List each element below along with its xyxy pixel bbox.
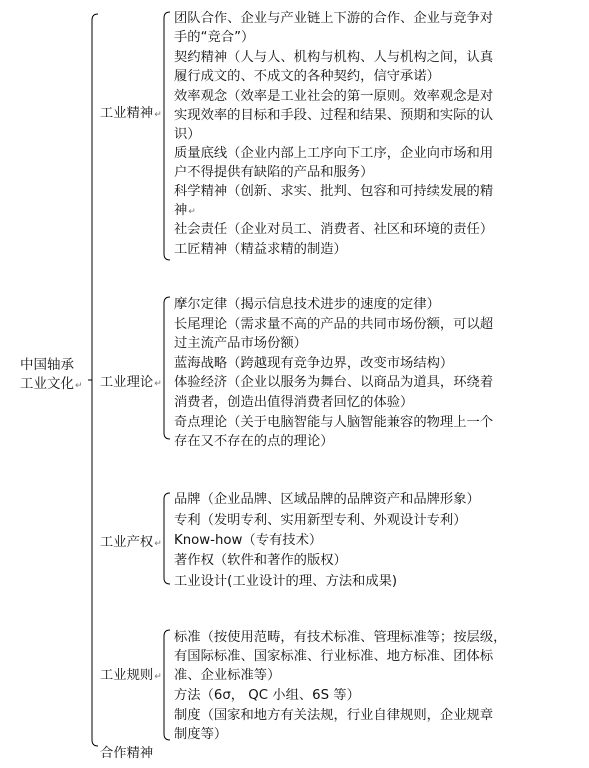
branch-label-industrial-property: 工业产权↵ <box>100 535 162 550</box>
branch-3-item: 专利（发明专利、实用新型专利、外观设计专利） <box>174 513 467 528</box>
branch-2-item: 消费者，创造出值得消费者回忆的体验） <box>174 395 414 410</box>
root-label-line-1: 中国轴承 <box>20 357 74 373</box>
branch-2-item: 蓝海战略（跨越现有竞争边界，改变市场结构） <box>174 356 454 371</box>
branch-4-item: 标准（按使用范畴，有技术标准、管理标准等；按层级， <box>174 630 507 645</box>
branch-3-item: 品牌（企业品牌、区域品牌的品牌资产和品牌形象） <box>174 492 480 507</box>
branch-2-item: 摩尔定律（揭示信息技术进步的速度的定律） <box>174 297 440 312</box>
branch-1-item: 户不得提供有缺陷的产品和服务） <box>174 165 374 180</box>
branch-2-item: 奇点理论（关于电脑智能与人脑智能兼容的物理上一个 <box>174 415 494 430</box>
branch-1-item: 团队合作、企业与产业链上下游的合作、企业与竞争对 <box>174 11 494 26</box>
branch-2-item: 长尾理论（需求量不高的产品的共同市场份额，可以超 <box>174 317 494 332</box>
branch-label-industrial-spirit: 工业精神↵ <box>100 106 162 121</box>
branch-1-item: 神↵ <box>174 203 196 218</box>
branch-4-item: 制度（国家和地方有关法规，行业自律规则，企业规章 <box>174 708 494 723</box>
branch-4-item: 制度等） <box>174 727 228 742</box>
branch-1-item: 质量底线（企业内部上工序向下工序，企业向市场和用 <box>174 146 494 161</box>
branch-1-item: 契约精神（人与人、机构与机构、人与机构之间，认真 <box>174 50 494 65</box>
branch-bracket-4 <box>164 630 170 740</box>
root-node <box>20 356 83 396</box>
branch-3-item: 工业设计(工业设计的理、方法和成果) <box>174 574 398 589</box>
paragraph-mark-icon: ↵ <box>188 207 196 217</box>
root-label-line-2: 工业文化↵ <box>20 376 83 392</box>
branch-3-item: Know-how（专有技术） <box>174 533 323 548</box>
branch-1-item: 科学精神（创新、求实、批判、包容和可持续发展的精 <box>174 184 494 199</box>
branch-1-item: 手的“竞合”） <box>174 30 255 45</box>
branch-label-industrial-theory: 工业理论↵ <box>100 375 162 390</box>
branch-1-item: 实现效率的目标和手段、过程和结果、预期和实际的认 <box>174 108 494 123</box>
branch-4-item: 有国际标准、国家标准、行业标准、地方标准、团体标 <box>174 649 494 664</box>
paragraph-mark-icon: ↵ <box>154 539 162 549</box>
branch-2-item: 存在又不存在的点的理论） <box>174 434 334 449</box>
branch-2-item: 过主流产品市场份额） <box>174 336 307 351</box>
branch-1-item: 识） <box>174 127 201 142</box>
branch-3-item: 著作权（软件和著作的版权） <box>174 553 347 568</box>
branch-bracket-1 <box>164 12 170 260</box>
paragraph-mark-icon: ↵ <box>154 379 162 389</box>
branch-label-industrial-rules: 工业规则↵ <box>100 668 162 683</box>
root-bracket <box>92 14 98 746</box>
branch-bracket-3 <box>164 493 170 584</box>
branch-1-item: 社会责任（企业对员工、消费者、社区和环境的责任） <box>174 222 494 237</box>
branch-1-item: 效率观念（效率是工业社会的第一原则。效率观念是对 <box>174 89 494 104</box>
paragraph-mark-icon: ↵ <box>154 672 162 682</box>
branch-1-item: 履行成文的、不成文的各种契约，信守承诺） <box>174 69 440 84</box>
branch-1-item: 工匠精神（精益求精的制造） <box>174 242 347 257</box>
branch-label-cooperation-spirit: 合作精神 <box>100 746 154 761</box>
paragraph-mark-icon: ↵ <box>75 381 83 391</box>
branch-4-item: 方法（6σ， QC 小组、6S 等） <box>174 688 360 703</box>
branch-4-item: 准、企业标准等） <box>174 668 281 683</box>
branch-2-item: 体验经济（企业以服务为舞台、以商品为道具，环绕着 <box>174 375 494 390</box>
paragraph-mark-icon: ↵ <box>154 110 162 120</box>
branch-bracket-2 <box>164 297 170 439</box>
